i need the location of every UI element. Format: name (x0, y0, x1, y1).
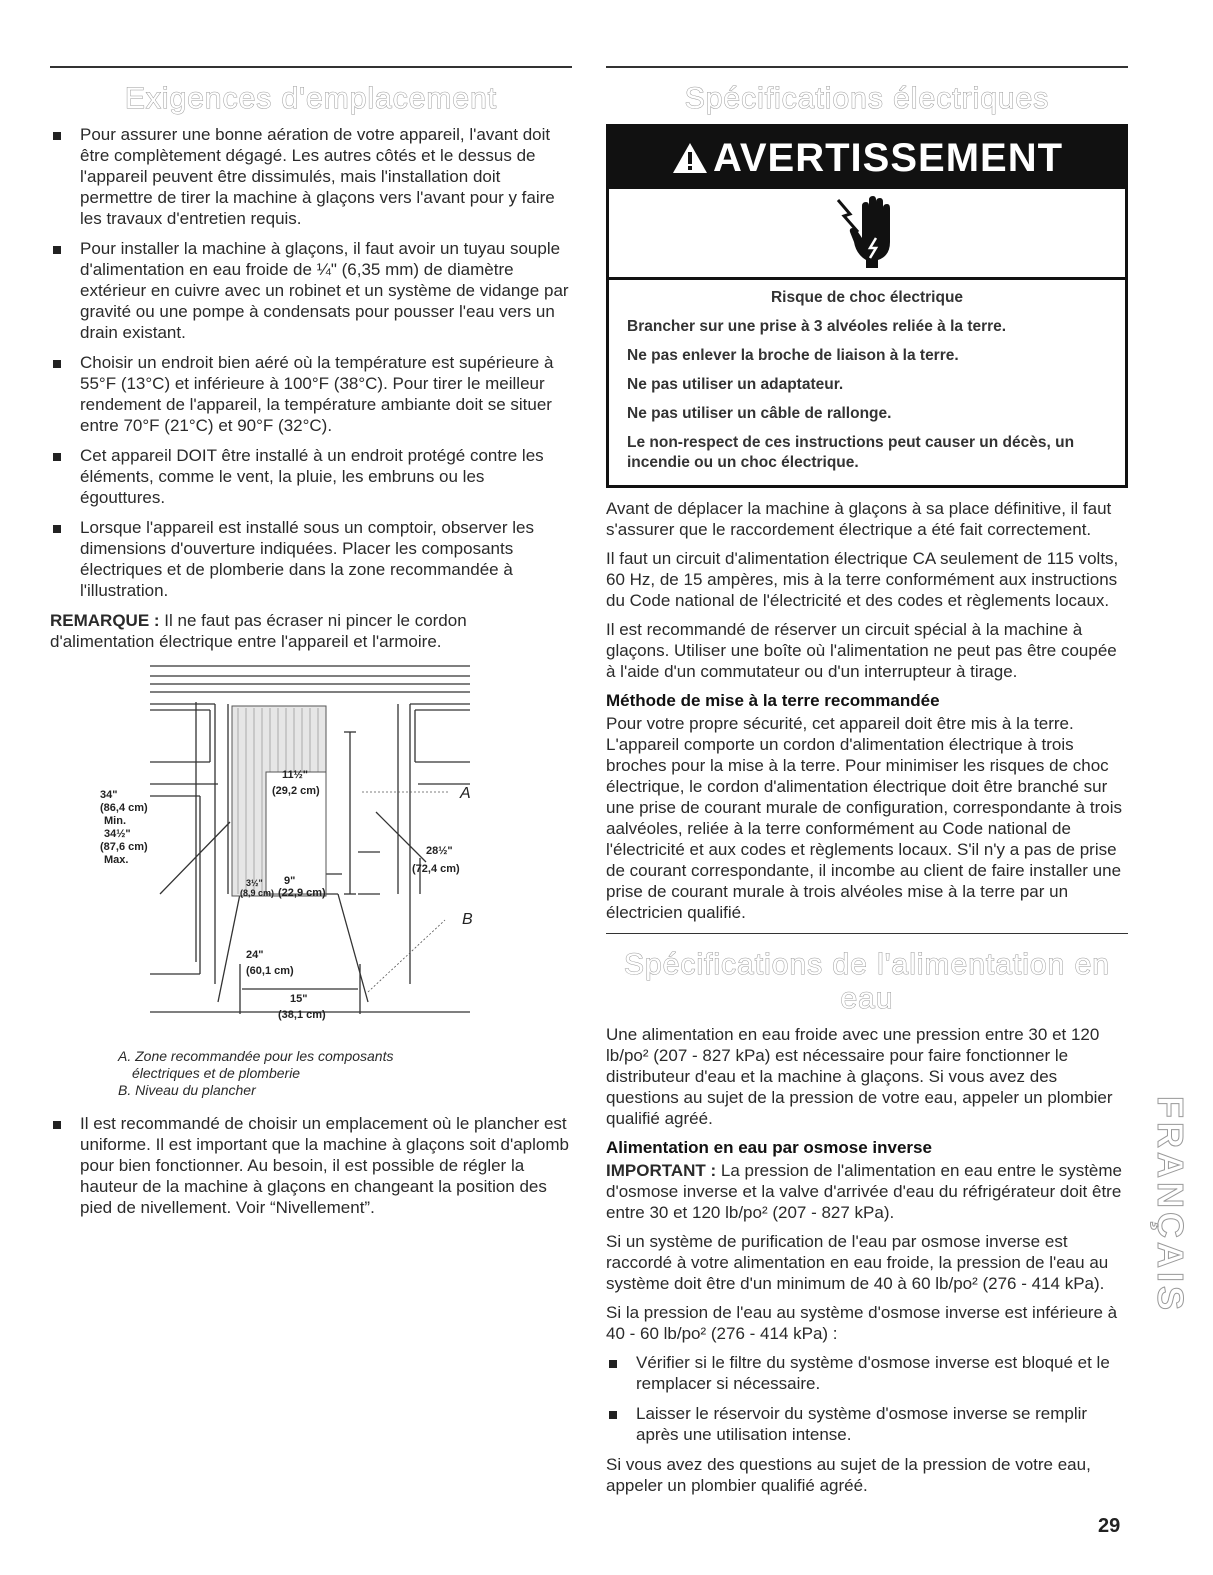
warning-line: Brancher sur une prise à 3 alvéoles reliée à la terre. (627, 318, 1007, 335)
caption-a-cont: électriques et de plomberie (132, 1065, 301, 1081)
floor-bullets (50, 1113, 572, 1218)
warning-box (606, 124, 1128, 488)
cabinet-diagram-svg (100, 662, 480, 1042)
section-title-electrical: Spécifications électriques (684, 82, 1050, 115)
warning-header (609, 127, 1125, 189)
ro-heading: Alimentation en eau par osmose inverse (606, 1138, 932, 1157)
dim-zone-low-2: (8,9 cm) (240, 888, 275, 898)
dim-height-line-5: (87,6 cm) (100, 841, 148, 853)
page-number: 29 (1098, 1515, 1121, 1537)
right-column (606, 66, 1128, 1504)
warning-line: Ne pas enlever la broche de liaison à la terre. (627, 347, 959, 364)
list-item: Pour installer la machine à glaçons, il faut avoir un tuyau souple d'alimentation en eau froide de ¼" (6,35 mm) de diamètre extérieur en cuivre avec un robinet et un système de vidange par gravité ou une pompe à condensats pour pousser l'eau vers un drain existant. (50, 238, 572, 343)
warning-risk: Risque de choc électrique (770, 289, 964, 306)
dim-zone-width-1: 11½" (282, 769, 309, 781)
note-text: Il ne faut pas écraser ni pincer le cordon d'alimentation électrique entre l'appareil et l'armoire. (50, 611, 467, 651)
note (50, 610, 572, 652)
ro-paragraph: Si un système de purification de l'eau par osmose inverse est raccordé à votre alimentation en eau froide, la pression de l'eau au système doit être d'un minimum de 40 à 60 lb/po² (276 - 414 kPa). (606, 1232, 1109, 1293)
warning-line: Le non-respect de ces instructions peut causer un décès, un incendie ou un choc électrique. (627, 434, 1075, 471)
left-column (50, 66, 572, 1227)
ro-paragraph: Si la pression de l'eau au système d'osmose inverse est inférieure à 40 - 60 lb/po² (276 - 414 kPa) : (606, 1303, 1118, 1343)
elec-paragraph: Avant de déplacer la machine à glaçons à sa place définitive, il faut s'assurer que le raccordement électrique a été fait correctement. (606, 499, 1112, 539)
list-item: Il est recommandé de choisir un emplacement où le plancher est uniforme. Il est important que la machine à glaçons soit d'aplomb pour bien fonctionner. Au besoin, il est possible de régler la hauteur de la machine à glaçons en changeant la position des pied de nivellement. Voir “Nivellement”. (50, 1113, 572, 1218)
list-item: Lorsque l'appareil est installé sous un comptoir, observer les dimensions d'ouverture indiquées. Placer les composants électriques et de plomberie dans la zone recommandée à l'illustration. (50, 517, 572, 601)
dim-zone-high-1: 9" (284, 875, 296, 887)
dim-depth-1: 28½" (426, 845, 453, 857)
label-b: B (462, 911, 473, 928)
dim-zone-width-2: (29,2 cm) (272, 785, 320, 797)
elec-paragraph: Il faut un circuit d'alimentation électrique CA seulement de 115 volts, 60 Hz, de 15 ampères, mis à la terre conformément aux instructions du Code national de l'électricité et des codes et règlements locaux. (606, 549, 1119, 610)
dim-height-line-2: (86,4 cm) (100, 802, 148, 814)
dim-height-line-1: 34" (100, 789, 118, 801)
warning-triangle-icon (671, 141, 709, 175)
location-bullets (50, 124, 572, 601)
list-item: Pour assurer une bonne aération de votre appareil, l'avant doit être complètement dégagé. Les autres côtés et le dessus de l'appareil peuvent être dissimulés, mais l'installation doit permettre de tirer la machine à glaçons vers l'avant pour y faire les travaux d'entretien requis. (50, 124, 572, 229)
top-rule (606, 66, 1128, 68)
list-item: Vérifier si le filtre du système d'osmose inverse est bloqué et le remplacer si nécessaire. (606, 1352, 1128, 1394)
dim-height-line-6: Max. (104, 854, 129, 866)
dim-height-line-3: Min. (104, 815, 126, 827)
warning-line: Ne pas utiliser un câble de rallonge. (627, 405, 892, 422)
water-intro: Une alimentation en eau froide avec une pression entre 30 et 120 lb/po² (207 - 827 kPa) est nécessaire pour faire fonctionner le distributeur d'eau et la machine à glaçons. Si vous avez des questions au sujet de la pression de votre eau, appeler un plombier qualifié agréé. (606, 1025, 1113, 1128)
dim-depth-floor-2: (60,1 cm) (246, 965, 294, 977)
note-label: REMARQUE : (50, 611, 160, 630)
dim-depth-2: (72,4 cm) (412, 863, 460, 875)
ro-bullets (606, 1352, 1128, 1445)
ground-heading: Méthode de mise à la terre recommandée (606, 691, 940, 710)
elec-paragraph: Il est recommandé de réserver un circuit spécial à la machine à glaçons. Utiliser une boîte où l'alimentation ne peut pas être coupée à l'aide d'un commutateur ou d'un interrupteur à tirage. (606, 620, 1117, 681)
ro-final: Si vous avez des questions au sujet de la pression de votre eau, appeler un plombier qualifié agréé. (606, 1455, 1091, 1495)
cabinet-diagram (100, 662, 480, 1042)
language-side-tab: FRANÇAIS (1150, 1096, 1191, 1314)
top-rule (50, 66, 572, 68)
warning-heading: AVERTISSEMENT (712, 136, 1064, 180)
important-text: La pression de l'alimentation en eau entre le système d'osmose inverse et la valve d'arrivée d'eau du réfrigérateur doit être entre 30 et 120 lb/po² (207 - 827 kPa). (606, 1161, 1122, 1222)
dim-width-1: 15" (290, 993, 308, 1005)
dim-height-line-4: 34½" (104, 828, 131, 840)
section-title-water: Spécifications de l'alimentation en eau (624, 948, 1110, 1015)
caption-b: B. Niveau du plancher (118, 1082, 256, 1098)
important-label: IMPORTANT : (606, 1161, 717, 1180)
dim-zone-high-2: (22,9 cm) (278, 887, 326, 899)
warning-line: Ne pas utiliser un adaptateur. (627, 376, 844, 393)
electric-shock-hand-icon (832, 194, 902, 272)
label-a: A (460, 785, 471, 802)
section-title-location: Exigences d'emplacement (124, 82, 498, 115)
list-item: Laisser le réservoir du système d'osmose inverse se remplir après une utilisation intense. (606, 1403, 1128, 1445)
list-item: Cet appareil DOIT être installé à un endroit protégé contre les éléments, comme le vent, la pluie, les embruns ou les égouttures. (50, 445, 572, 508)
important-paragraph (606, 1160, 1128, 1223)
dim-width-2: (38,1 cm) (278, 1009, 326, 1021)
ground-paragraph: Pour votre propre sécurité, cet appareil doit être mis à la terre. L'appareil comporte un cordon d'alimentation électrique à trois broches pour la mise à la terre. Pour minimiser les risques de choc électrique, le cordon d'alimentation électrique doit être branché sur une prise de courant murale de configuration, correspondante à trois aalvéoles, reliée à la terre conformément au Code national de l'électricité et aux codes et règlements locaux. S'il n'y a pas de prise de courant correspondante, il incombe au client de faire installer une prise de courant murale à trois alvéoles mise à la terre par un électricien qualifié. (606, 714, 1122, 922)
warning-text (609, 280, 1125, 485)
caption-a: A. Zone recommandée pour les composants (118, 1048, 394, 1064)
warning-icon-area (609, 189, 1125, 280)
list-item: Choisir un endroit bien aéré où la température est supérieure à 55°F (13°C) et inférieure à 100°F (38°C). Pour tirer le meilleur rendement de l'appareil, la température ambiante doit se situer entre 70°F (21°C) et 90°F (32°C). (50, 352, 572, 436)
dim-zone-low-1: 3½" (246, 878, 263, 888)
section-rule (606, 933, 1128, 934)
dim-depth-floor-1: 24" (246, 949, 264, 961)
